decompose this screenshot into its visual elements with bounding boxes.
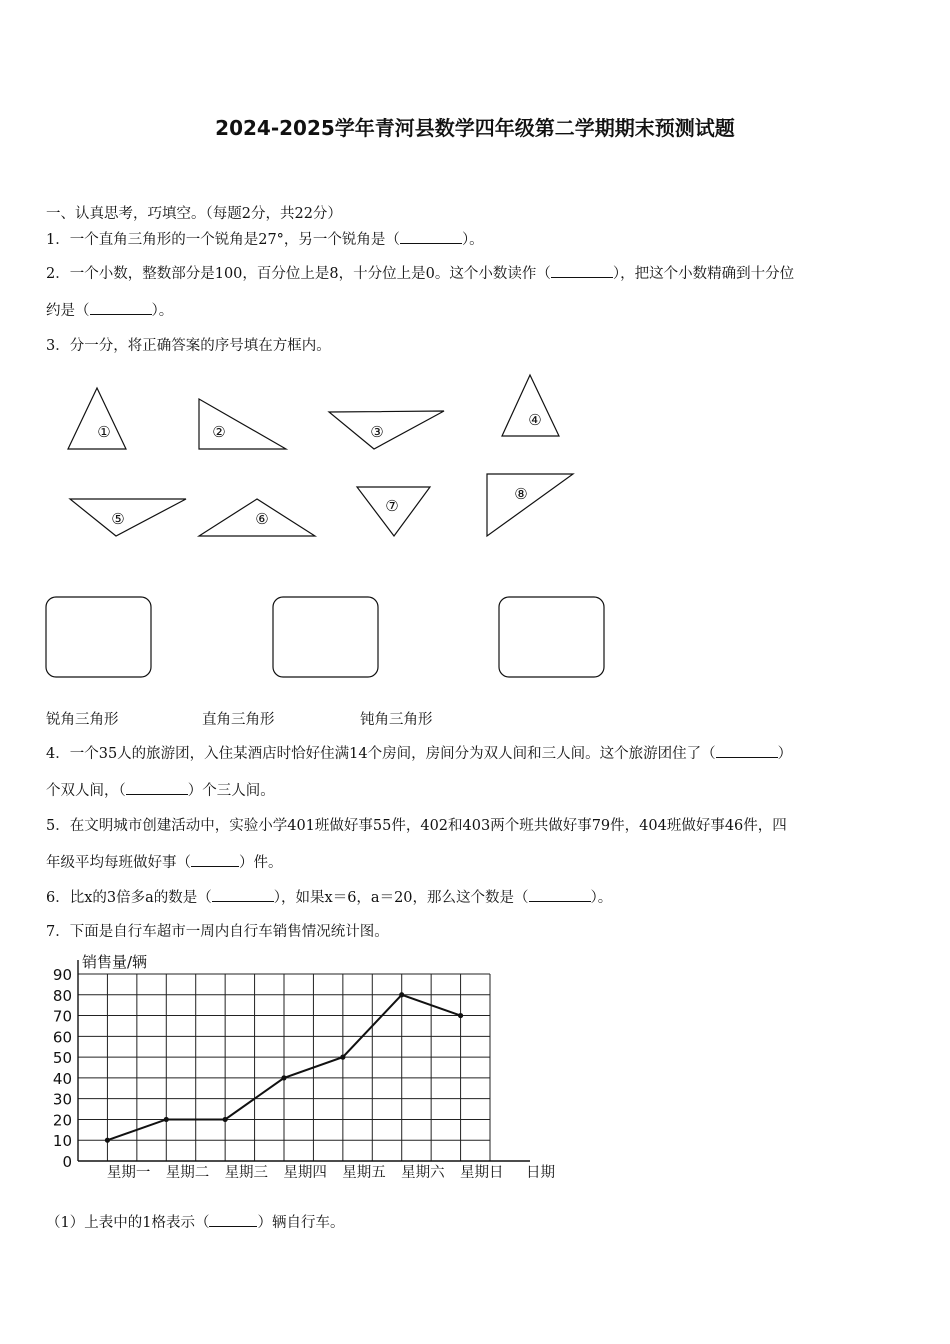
q6-blank-1[interactable] xyxy=(212,887,274,902)
x-tick-label: 星期三 xyxy=(224,1165,269,1181)
x-tick-label: 星期四 xyxy=(283,1165,327,1181)
data-point xyxy=(281,1075,286,1080)
x-tick-label: 星期日 xyxy=(460,1165,504,1181)
shape-label-6: ⑥ xyxy=(255,510,269,528)
q7-1-blank[interactable] xyxy=(209,1212,257,1227)
y-tick-label: 10 xyxy=(52,1132,72,1151)
shape-label-2: ② xyxy=(212,423,226,441)
question-2 xyxy=(46,262,794,283)
question-7-1 xyxy=(46,1211,344,1232)
data-point xyxy=(399,992,404,997)
q7-1-text: （1）上表中的1格表示（ xyxy=(46,1215,210,1231)
q2-blank-1[interactable] xyxy=(551,263,613,278)
q6-text-3: ）。 xyxy=(590,890,613,906)
question-3: 3．分一分，将正确答案的序号填在方框内。 xyxy=(46,338,331,354)
triangle-5 xyxy=(70,499,186,536)
sales-line-chart xyxy=(0,945,950,1185)
q1-text-end: ）。 xyxy=(461,232,484,248)
y-tick-label: 60 xyxy=(52,1028,72,1047)
answer-box-obtuse[interactable] xyxy=(499,597,604,677)
q2-text: 2．一个小数，整数部分是100，百分位上是8，十分位上是0。这个小数读作（ xyxy=(46,266,551,282)
shape-label-4: ④ xyxy=(528,411,542,429)
q4-text: 4．一个35人的旅游团，入住某酒店时恰好住满14个房间，房间分为双人间和三人间。这个旅游团住了（ xyxy=(46,746,716,762)
data-point xyxy=(105,1138,110,1143)
q1-text: 1．一个直角三角形的一个锐角是27°，另一个锐角是（ xyxy=(46,232,400,248)
y-tick-label: 90 xyxy=(52,966,72,984)
question-6 xyxy=(46,886,612,907)
q7-1-text-2: ）辆自行车。 xyxy=(257,1215,345,1231)
question-4 xyxy=(46,742,792,763)
shape-label-1: ① xyxy=(97,423,111,441)
triangle-figures xyxy=(0,360,950,690)
q4-text-4: ）个三人间。 xyxy=(187,783,275,799)
q4-blank-1[interactable] xyxy=(716,743,778,758)
label-acute: 锐角三角形 xyxy=(46,712,119,728)
question-5-cont xyxy=(46,851,283,872)
y-axis-title: 销售量/辆 xyxy=(82,953,148,971)
question-7: 7．下面是自行车超市一周内自行车销售情况统计图。 xyxy=(46,924,389,940)
data-point xyxy=(458,1013,463,1018)
y-tick-label: 70 xyxy=(52,1007,72,1026)
answer-box-right[interactable] xyxy=(273,597,378,677)
y-tick-label: 40 xyxy=(52,1069,72,1088)
q1-blank[interactable] xyxy=(400,229,462,244)
data-point xyxy=(223,1117,228,1122)
q4-blank-2[interactable] xyxy=(126,780,188,795)
q5-blank[interactable] xyxy=(191,852,239,867)
x-tick-label: 星期六 xyxy=(401,1165,445,1181)
shape-label-3: ③ xyxy=(370,423,384,441)
y-tick-label: 30 xyxy=(52,1090,72,1109)
q4-text-3: 个双人间，（ xyxy=(46,783,126,799)
question-4-cont xyxy=(46,779,275,800)
section-heading: 一、认真思考，巧填空。（每题2分，共22分） xyxy=(46,206,342,222)
y-tick-label: 80 xyxy=(52,986,72,1005)
data-point xyxy=(164,1117,169,1122)
x-tick-label: 星期五 xyxy=(342,1165,386,1181)
q6-text-2: ），如果x＝6，a＝20，那么这个数是（ xyxy=(273,890,529,906)
q6-text: 6．比x的3倍多a的数是（ xyxy=(46,890,212,906)
q6-blank-2[interactable] xyxy=(529,887,591,902)
q4-text-2: ） xyxy=(777,746,793,762)
q2-text-3: 约是（ xyxy=(46,303,90,319)
question-5: 5．在文明城市创建活动中，实验小学401班做好事55件，402和403两个班共做好事79件，404班做好事46件，四 xyxy=(46,818,787,834)
question-2-cont xyxy=(46,299,173,320)
page-title: 2024-2025学年青河县数学四年级第二学期期末预测试题 xyxy=(215,116,735,140)
y-tick-label: 20 xyxy=(52,1111,72,1130)
shape-label-5: ⑤ xyxy=(111,510,125,528)
answer-box-acute[interactable] xyxy=(46,597,151,677)
label-right: 直角三角形 xyxy=(202,712,275,728)
q2-blank-2[interactable] xyxy=(90,300,152,315)
x-axis-title: 日期 xyxy=(526,1165,555,1181)
label-obtuse: 钝角三角形 xyxy=(360,712,433,728)
y-tick-label: 50 xyxy=(52,1049,72,1068)
q5-text-2: 年级平均每班做好事（ xyxy=(46,855,191,871)
triangle-8 xyxy=(487,474,573,536)
triangle-3 xyxy=(329,411,444,449)
data-point xyxy=(340,1055,345,1060)
question-1 xyxy=(46,228,484,249)
q2-text-4: ）。 xyxy=(151,303,174,319)
shape-label-8: ⑧ xyxy=(514,485,528,503)
x-tick-label: 星期一 xyxy=(106,1165,151,1181)
q2-text-2: ），把这个小数精确到十分位 xyxy=(612,266,795,282)
shape-label-7: ⑦ xyxy=(385,497,399,515)
y-tick-label: 0 xyxy=(62,1153,72,1171)
q5-text-3: ）件。 xyxy=(239,855,283,871)
x-tick-label: 星期二 xyxy=(165,1165,210,1181)
